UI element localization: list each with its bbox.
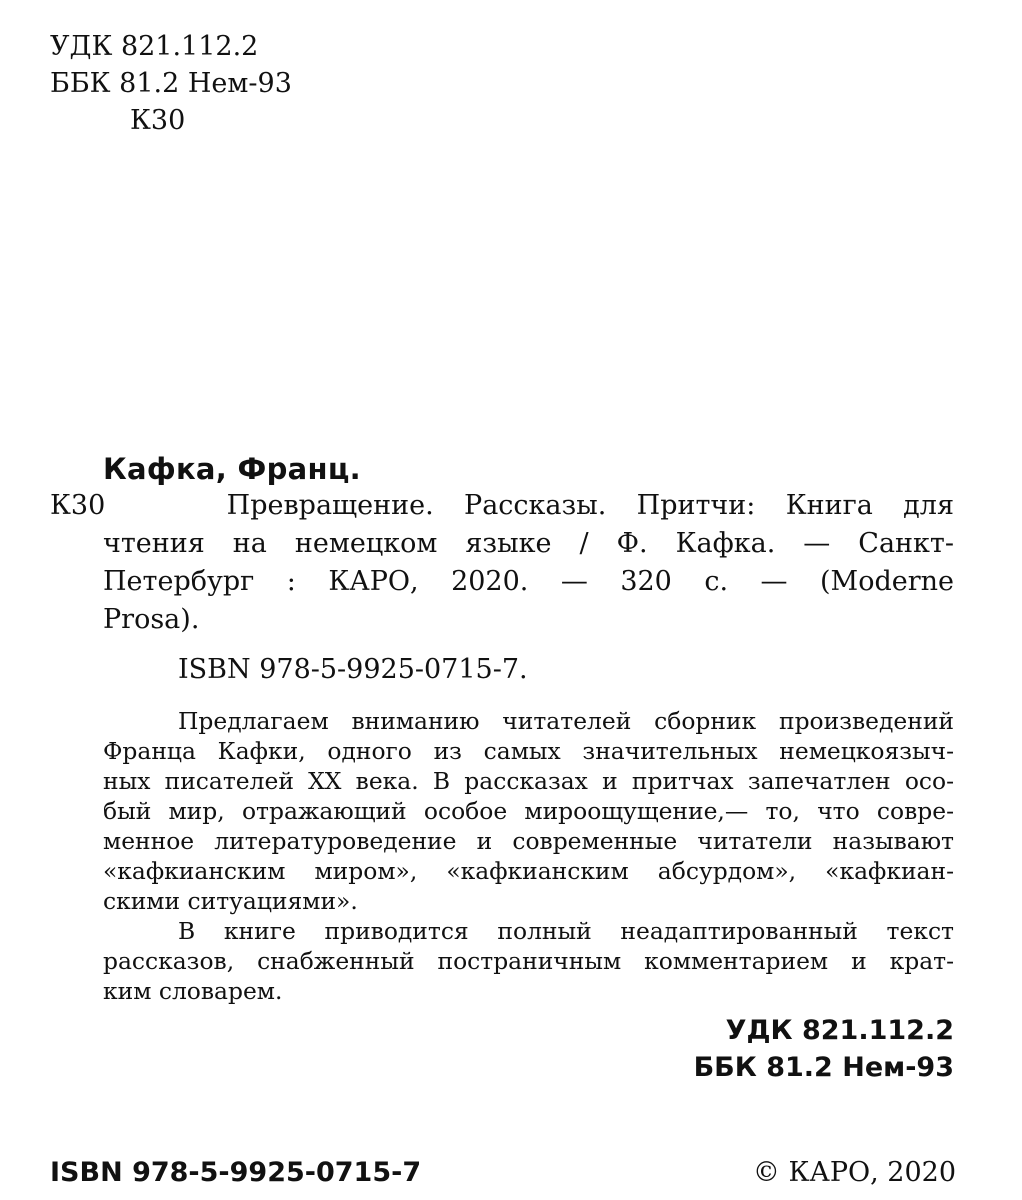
entry-line-1 (50, 487, 954, 525)
author-mark: К30 (130, 105, 186, 136)
annotation-line: рассказов, снабженный постраничным комментарием и крат- (103, 947, 954, 975)
classification-codes-top (50, 28, 292, 139)
annotation-line: скими ситуациями». (103, 887, 358, 915)
entry-line-2: чтения на немецком языке / Ф. Кафка. — Санкт- (103, 528, 954, 559)
entry-isbn: ISBN 978-5-9925-0715-7. (178, 654, 528, 685)
udk-code-bold: УДК 821.112.2 (725, 1015, 954, 1046)
annotation-line: В книге приводится полный неадаптированный текст (178, 917, 954, 945)
udk-code: УДК 821.112.2 (50, 31, 259, 62)
annotation-line: Предлагаем вниманию читателей сборник произведений (178, 707, 954, 735)
annotation-line: ных писателей XX века. В рассказах и притчах запечатлен осо- (103, 767, 954, 795)
bbk-code-bold: ББК 81.2 Нем-93 (693, 1052, 954, 1083)
author-name: Кафка, Франц. (103, 452, 361, 486)
annotation-line: бый мир, отражающий особое мироощущение,— то, что совре- (103, 797, 954, 825)
copyright-notice: © КАРО, 2020 (752, 1157, 956, 1188)
annotation (103, 706, 954, 1006)
bibliographic-entry (50, 487, 954, 639)
bbk-code: ББК 81.2 Нем-93 (50, 68, 292, 99)
entry-author-mark: К30 (50, 490, 106, 521)
annotation-line: Франца Кафки, одного из самых значительных немецкоязыч- (103, 737, 954, 765)
entry-line-4: Prosa). (103, 604, 200, 635)
entry-line-3: Петербург : КАРО, 2020. — 320 с. — (Moderne (103, 566, 954, 597)
classification-codes-bottom (694, 1012, 954, 1086)
annotation-line: ким словарем. (103, 977, 283, 1005)
footer-isbn: ISBN 978-5-9925-0715-7 (50, 1157, 422, 1188)
annotation-line: менное литературоведение и современные читатели называют (103, 827, 954, 855)
entry-line-1-text: Превращение. Рассказы. Притчи: Книга для (226, 490, 954, 521)
annotation-line: «кафкианским миром», «кафкианским абсурдом», «кафкиан- (103, 857, 954, 885)
